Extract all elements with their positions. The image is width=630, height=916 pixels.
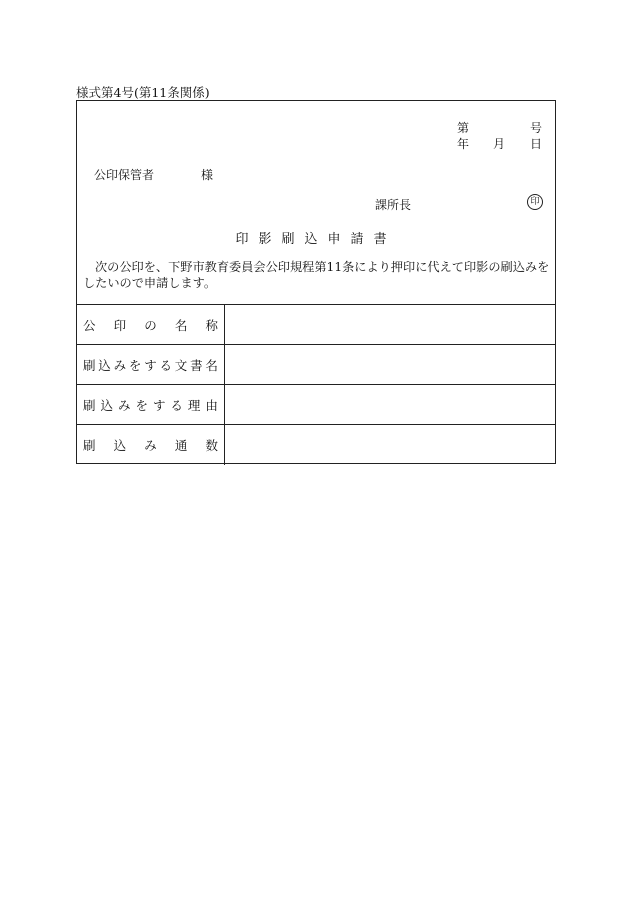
row-label-char: 印 [113, 318, 127, 333]
addressee-name: 公印保管者 [94, 168, 155, 182]
table-row [77, 344, 555, 385]
row-label-char: 文 [174, 358, 188, 373]
table-row [77, 304, 555, 345]
copy-count-field[interactable] [225, 425, 555, 465]
row-label-char: す [144, 358, 157, 373]
row-label-char: 理 [187, 398, 201, 413]
row-label-char: 通 [174, 438, 188, 453]
date-year: 年 [457, 137, 470, 151]
seal-name-field[interactable] [225, 305, 555, 345]
row-label-char: み [117, 398, 131, 413]
row-label-char: 名 [174, 318, 188, 333]
row-label-char: 数 [205, 438, 218, 453]
row-label-char: の [144, 318, 157, 333]
row-label-char: 名 [205, 358, 218, 373]
form-number-label: 様式第4号(第11条関係) [76, 85, 210, 100]
row-label-char: す [152, 398, 166, 413]
date-day: 日 [530, 137, 543, 151]
row-label-reason [77, 385, 225, 425]
applicant-title: 課所長 [375, 198, 412, 212]
row-label-char: み [113, 358, 127, 373]
reason-field[interactable] [225, 385, 555, 425]
row-label-char: 込 [100, 398, 113, 413]
row-label-char: 称 [205, 318, 218, 333]
document-name-field[interactable] [225, 345, 555, 385]
row-label-char: 公 [83, 318, 96, 333]
application-form [76, 100, 556, 464]
row-label-char: 刷 [83, 358, 96, 373]
row-label-char: る [159, 358, 172, 373]
addressee-honorific: 様 [201, 168, 214, 182]
row-label-char: 込 [98, 358, 111, 373]
row-label-char: み [144, 438, 157, 453]
table-row [77, 424, 555, 465]
document-title: 印影刷込申請書 [235, 232, 397, 247]
seal-mark-icon: 印 [527, 194, 543, 210]
table-row [77, 384, 555, 425]
row-label-char: 刷 [83, 398, 96, 413]
date-month: 月 [493, 137, 506, 151]
row-label-document-name [77, 345, 225, 385]
row-label-char: 込 [113, 438, 127, 453]
row-label-char: を [135, 398, 148, 413]
row-label-char: を [128, 358, 142, 373]
row-label-char: る [170, 398, 183, 413]
application-body-text: 次の公印を、下野市教育委員会公印規程第11条により押印に代えて印影の刷込みをしたいので申請します。 [83, 260, 550, 290]
row-label-copy-count [77, 425, 225, 465]
row-label-char: 由 [205, 398, 218, 413]
row-label-char: 刷 [83, 438, 96, 453]
number-prefix: 第 [457, 121, 470, 135]
row-label-seal-name [77, 305, 225, 345]
row-label-char: 書 [190, 358, 203, 373]
number-suffix: 号 [530, 121, 543, 135]
